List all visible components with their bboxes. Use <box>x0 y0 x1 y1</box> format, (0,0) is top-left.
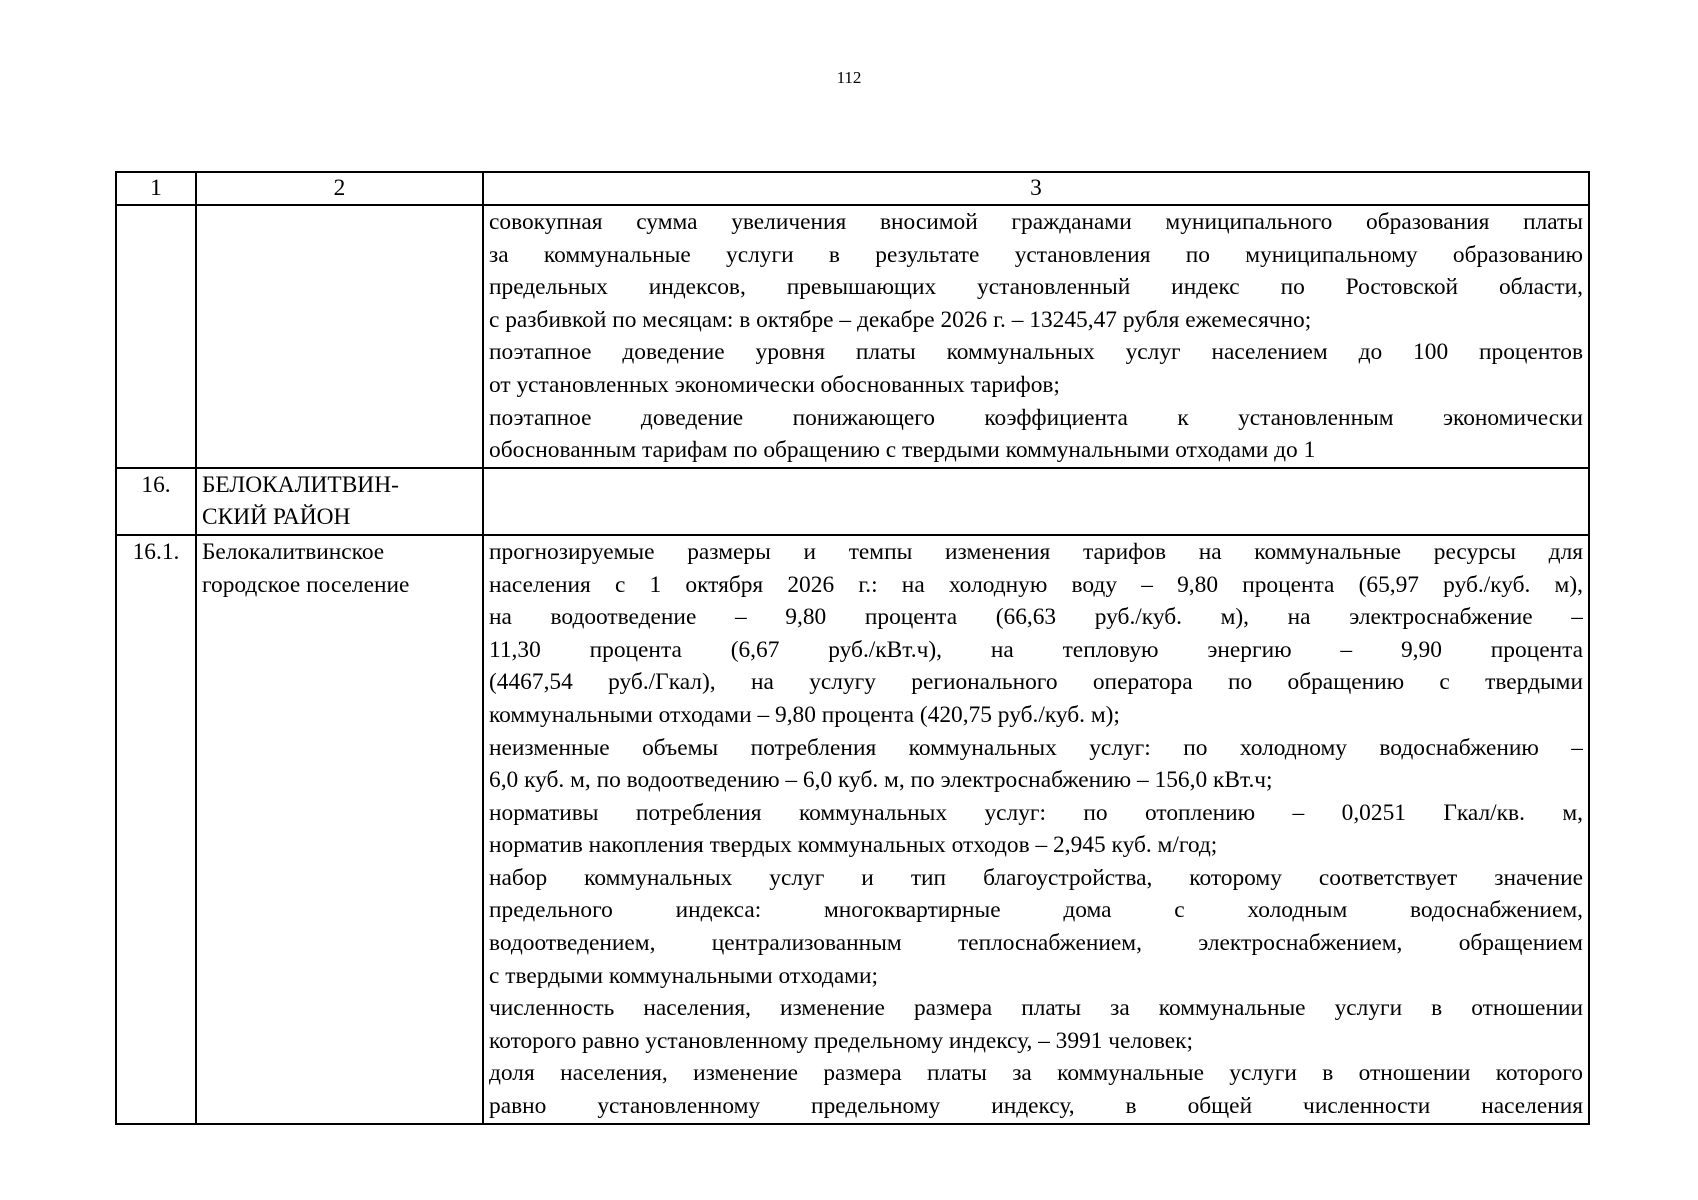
settlement-name-cell <box>196 535 483 1124</box>
header-col-1: 1 <box>116 172 196 205</box>
content-line: поэтапное доведение понижающего коэффициента к установленным экономически <box>489 404 1583 431</box>
content-line: за коммунальные услуги в результате установления по муниципальному образованию <box>489 241 1583 268</box>
content-line: норматив накопления твердых коммунальных отходов – 2,945 куб. м/год; <box>489 832 1218 859</box>
table-row-16-1 <box>116 535 1589 1124</box>
district-name-cell <box>196 468 483 535</box>
content-line: обоснованным тарифам по обращению с твердыми коммунальными отходами до 1 <box>489 437 1316 464</box>
content-line: коммунальными отходами – 9,80 процента (420,75 руб./куб. м); <box>489 701 1120 728</box>
content-line: прогнозируемые размеры и темпы изменения тарифов на коммунальные ресурсы для <box>489 538 1583 565</box>
content-line: населения с 1 октября 2026 г.: на холодную воду – 9,80 процента (65,97 руб./куб. м), <box>489 571 1583 598</box>
content-line: с разбивкой по месяцам: в октябре – декабре 2026 г. – 13245,47 рубля ежемесячно; <box>489 306 1312 333</box>
row-content-cell <box>483 468 1589 535</box>
content-line: водоотведением, централизованным теплоснабжением, электроснабжением, обращением <box>489 930 1583 957</box>
content-line: с твердыми коммунальными отходами; <box>489 962 879 989</box>
content-line: доля населения, изменение размера платы за коммунальные услуги в отношении которого <box>489 1060 1583 1087</box>
district-name-line: БЕЛОКАЛИТВИН- <box>202 471 399 498</box>
table-header-row <box>116 172 1589 205</box>
row-number-cell <box>116 205 196 468</box>
content-line: численность населения, изменение размера платы за коммунальные услуги в отношении <box>489 995 1583 1022</box>
row-content-cell <box>483 535 1589 1124</box>
table-row-continuation <box>116 205 1589 468</box>
header-col-3: 3 <box>483 172 1589 205</box>
content-line: 6,0 куб. м, по водоотведению – 6,0 куб. м, по электроснабжению – 156,0 кВт.ч; <box>489 767 1273 794</box>
content-line: предельного индекса: многоквартирные дома с холодным водоснабжением, <box>489 897 1583 924</box>
content-line: равно установленному предельному индексу, в общей численности населения <box>489 1093 1583 1120</box>
content-line: на водоотведение – 9,80 процента (66,63 руб./куб. м), на электроснабжение – <box>489 604 1583 631</box>
table-row-16 <box>116 468 1589 535</box>
content-line: нормативы потребления коммунальных услуг: по отоплению – 0,0251 Гкал/кв. м, <box>489 799 1583 826</box>
content-line: совокупная сумма увеличения вносимой гражданами муниципального образования платы <box>489 209 1583 235</box>
row-number: 16.1. <box>116 535 196 1124</box>
district-name-line: СКИЙ РАЙОН <box>202 504 351 531</box>
content-line: которого равно установленному предельному индексу, – 3991 человек; <box>489 1027 1193 1054</box>
content-line: предельных индексов, превышающих установленный индекс по Ростовской области, <box>489 274 1583 301</box>
content-line: набор коммунальных услуг и тип благоустройства, которому соответствует значение <box>489 864 1583 891</box>
document-table <box>115 171 1590 1125</box>
settlement-name-line: городское поселение <box>202 571 410 598</box>
content-line: поэтапное доведение уровня платы коммунальных услуг населением до 100 процентов <box>489 339 1583 366</box>
content-line: неизменные объемы потребления коммунальных услуг: по холодному водоснабжению – <box>489 734 1583 761</box>
content-line: от установленных экономически обоснованных тарифов; <box>489 371 1060 398</box>
content-line: 11,30 процента (6,67 руб./кВт.ч), на тепловую энергию – 9,90 процента <box>489 636 1583 663</box>
row-number: 16. <box>116 468 196 535</box>
page-number: 112 <box>836 68 862 87</box>
row-content-cell <box>483 205 1589 468</box>
settlement-name-line: Белокалитвинское <box>202 538 385 565</box>
content-line: (4467,54 руб./Гкал), на услугу регионального оператора по обращению с твердыми <box>489 669 1583 696</box>
row-name-cell <box>196 205 483 468</box>
header-col-2: 2 <box>196 172 483 205</box>
